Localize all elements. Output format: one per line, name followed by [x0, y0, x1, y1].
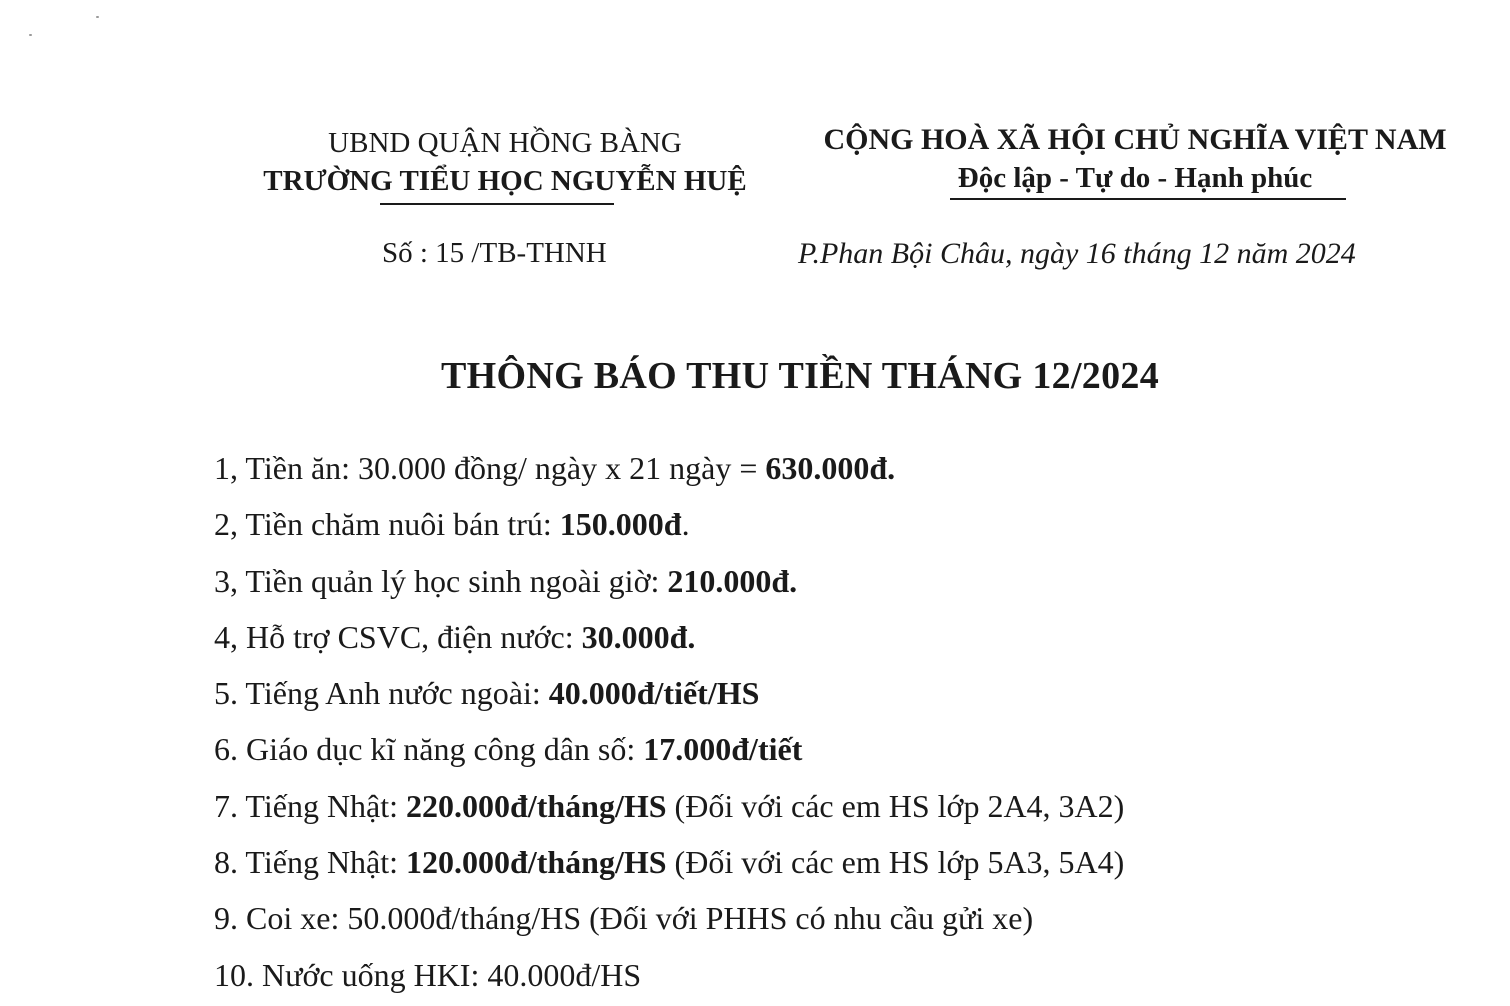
fee-item-text: 6. Giáo dục kĩ năng công dân số: [214, 731, 644, 768]
fee-item-text: 4, Hỗ trợ CSVC, điện nước: [214, 618, 582, 655]
fee-item-boarding-care [214, 499, 1124, 555]
fee-item-text: 2, Tiền chăm nuôi bán trú: [214, 506, 560, 543]
fee-item-text: 10. Nước uống HKI: 40.000đ/HS [214, 956, 642, 993]
fee-item-amount: 220.000đ/tháng/HS [406, 787, 667, 824]
fee-item-digital-citizenship [214, 724, 1124, 780]
fee-item-note: . [681, 506, 690, 543]
fee-item-amount: 150.000đ [559, 506, 682, 543]
issuing-authority: UBND QUẬN HỒNG BÀNG [328, 127, 682, 159]
fee-item-note: (Đối với các em HS lớp 5A3, 5A4) [666, 844, 1125, 881]
fee-item-amount: 630.000đ. [765, 450, 896, 486]
document-number: Số : 15 /TB-THNH [382, 237, 607, 269]
document-title: THÔNG BÁO THU TIỀN THÁNG 12/2024 [440, 355, 1160, 397]
fee-item-text: 7. Tiếng Nhật: [214, 787, 407, 824]
fee-item-meals [214, 443, 1124, 499]
fee-item-amount: 30.000đ. [581, 618, 696, 655]
issuing-agency-block [240, 124, 770, 200]
national-motto: Độc lập - Tự do - Hạnh phúc [957, 162, 1313, 194]
fee-item-text: 3, Tiền quản lý học sinh ngoài giờ: [214, 562, 668, 599]
fee-item-amount: 210.000đ. [667, 562, 798, 599]
fee-item-text: 9. Coi xe: 50.000đ/tháng/HS (Đối với PHHS có nhu cầu gửi xe) [214, 900, 1034, 937]
fee-item-english [214, 668, 1124, 724]
fee-item-text: 1, Tiền ăn: 30.000 đồng/ ngày x 21 ngày = [214, 450, 766, 486]
fee-item-text: 5. Tiếng Anh nước ngoài: [214, 675, 549, 712]
nation-name: CỘNG HOÀ XÃ HỘI CHỦ NGHĨA VIỆT NAM [823, 123, 1447, 156]
scan-speck [96, 16, 99, 18]
motto-underline [950, 198, 1346, 200]
fee-item-japanese-5a3-5a4 [214, 837, 1124, 893]
fee-list [214, 443, 1124, 1006]
fee-item-japanese-2a4-3a2 [214, 781, 1124, 837]
fee-item-parking [214, 893, 1124, 949]
fee-item-amount: 40.000đ/tiết/HS [548, 675, 760, 712]
national-motto-block [800, 120, 1470, 196]
fee-item-text: 8. Tiếng Nhật: [214, 844, 407, 881]
fee-item-after-hours [214, 556, 1124, 612]
fee-item-amount: 120.000đ/tháng/HS [406, 844, 667, 881]
school-name-underline [380, 203, 614, 205]
place-and-date: P.Phan Bội Châu, ngày 16 tháng 12 năm 2024 [798, 237, 1356, 270]
scan-speck [29, 34, 32, 36]
school-name: TRƯỜNG TIỂU HỌC NGUYỄN HUỆ [263, 165, 747, 197]
fee-item-facilities [214, 612, 1124, 668]
fee-item-drinking-water [214, 950, 1124, 1006]
fee-item-note: (Đối với các em HS lớp 2A4, 3A2) [666, 787, 1125, 824]
fee-item-amount: 17.000đ/tiết [643, 731, 803, 768]
